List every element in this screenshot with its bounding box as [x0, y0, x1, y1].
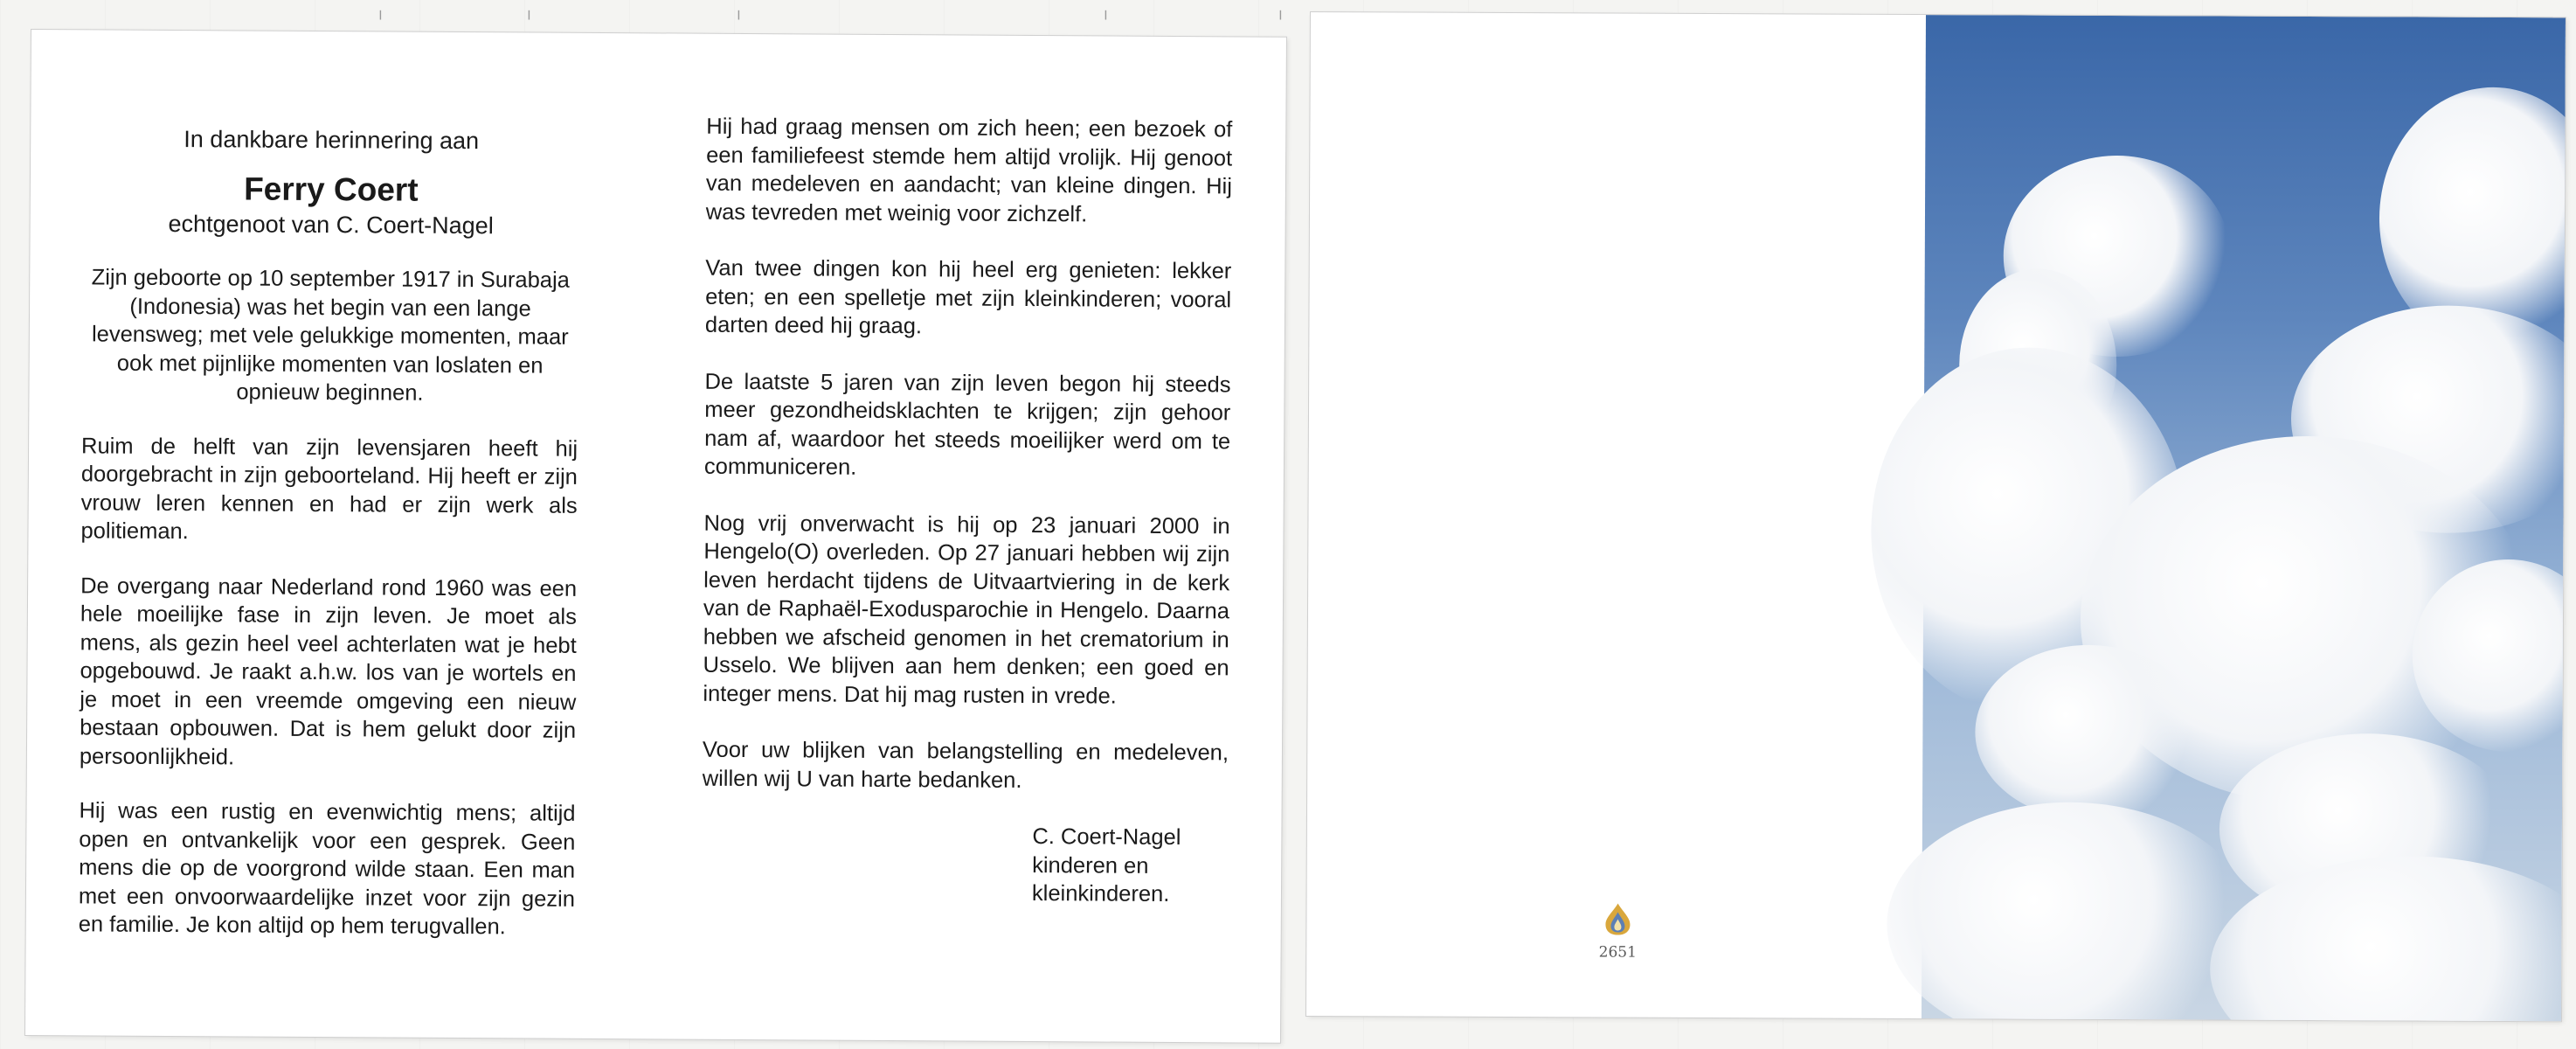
- scan-mark: ╷: [1276, 2, 1285, 19]
- spouse-line: echtgenoot van C. Coert-Nagel: [168, 210, 494, 239]
- signature-line: C. Coert-Nagel: [1032, 824, 1181, 851]
- paragraph-homeland: Ruim de helft van zijn levensjaren heeft hij doorgebracht in zijn geboorteland. Hij heeft er zijn vrouw leren kennen en had er zijn werk als politieman.: [80, 433, 578, 545]
- memorial-card-cover: [1306, 12, 2566, 1021]
- cloud: [1975, 644, 2203, 820]
- signature-line: kleinkinderen.: [1031, 881, 1170, 907]
- intro-line: In dankbare herinnering aan: [184, 126, 480, 155]
- scan-mark: ╷: [376, 2, 385, 19]
- memorial-card-inside: [25, 30, 1286, 1043]
- scan-mark: ╷: [1101, 2, 1111, 19]
- paragraph-passing: Nog vrij onverwacht is hij op 23 januari 2000 in Hengelo(O) overleden. Op 27 januari hebben wij zijn leven herdacht tijdens de Uitvaartviering in de kerk van de Raphaël-Exodusparochie in Hengelo. Daarna hebben we afscheid genomen in het crematorium in Usselo. We blijven aan hem denken; een goed en integer mens. Dat hij mag rusten in vrede.: [703, 511, 1230, 709]
- paragraph-migration: De overgang naar Nederland rond 1960 was een hele moeilijke fase in zijn leven. Je moet als mens, als gezin heel veel achterlaten wat je hebt opgebouwd. Je raakt a.h.w. los van je wortels en je moet in een vreemde omgeving een nieuw bestaan opbouwen. Dat is hem gelukt door zijn persoonlijkheid.: [79, 573, 578, 769]
- sky-with-clouds-image: [1922, 15, 2566, 1021]
- paragraph-thanks: Voor uw blijken van belangstelling en medeleven, willen wij U van harte bedanken.: [702, 737, 1229, 793]
- paragraph-enjoyment: Van twee dingen kon hij heel erg genieten: lekker eten; en een spelletje met zijn kleinkinderen; vooral darten deed hij graag.: [704, 255, 1232, 339]
- cloud: [1887, 802, 2254, 1021]
- paragraph-character: Hij was een rustig en evenwichtig mens; altijd open en ontvankelijk voor een gesprek. Geen mens die op de voorgrond wilde staan. Een man met een onvoorwaardelijke inzet voor zijn gezin en familie. Je kon altijd op hem terugvallen.: [78, 798, 576, 940]
- left-text-column: [78, 124, 579, 968]
- scan-mark: ╷: [734, 2, 744, 19]
- paragraph-social: Hij had graag mensen om zich heen; een bezoek of een familiefeest stemde hem altijd vrolijk. Hij genoot van medeleven en aandacht; van kleine dingen. Hij was tevreden met weinig voor zichzelf.: [705, 114, 1233, 226]
- print-code: 2651: [1598, 943, 1637, 962]
- deceased-name: Ferry Coert: [244, 170, 419, 208]
- flame-drop-icon: [1602, 901, 1633, 936]
- paragraph-birth: Zijn geboorte op 10 september 1917 in Surabaja (Indonesia) was het begin van een lange levensweg; met vele gelukkige momenten, maar ook met pijnlijke momenten van loslaten en opnieuw beginnen.: [91, 265, 570, 406]
- paragraph-health: De laatste 5 jaren van zijn leven begon hij steeds meer gezondheidsklachten te krijgen; zijn gehoor nam af, waardoor het steeds moeilijker werd om te communiceren.: [703, 369, 1231, 480]
- right-text-column: [702, 113, 1233, 909]
- signature-line: kinderen en: [1032, 852, 1149, 879]
- scan-mark: ╷: [524, 2, 534, 19]
- signature: [1032, 823, 1229, 909]
